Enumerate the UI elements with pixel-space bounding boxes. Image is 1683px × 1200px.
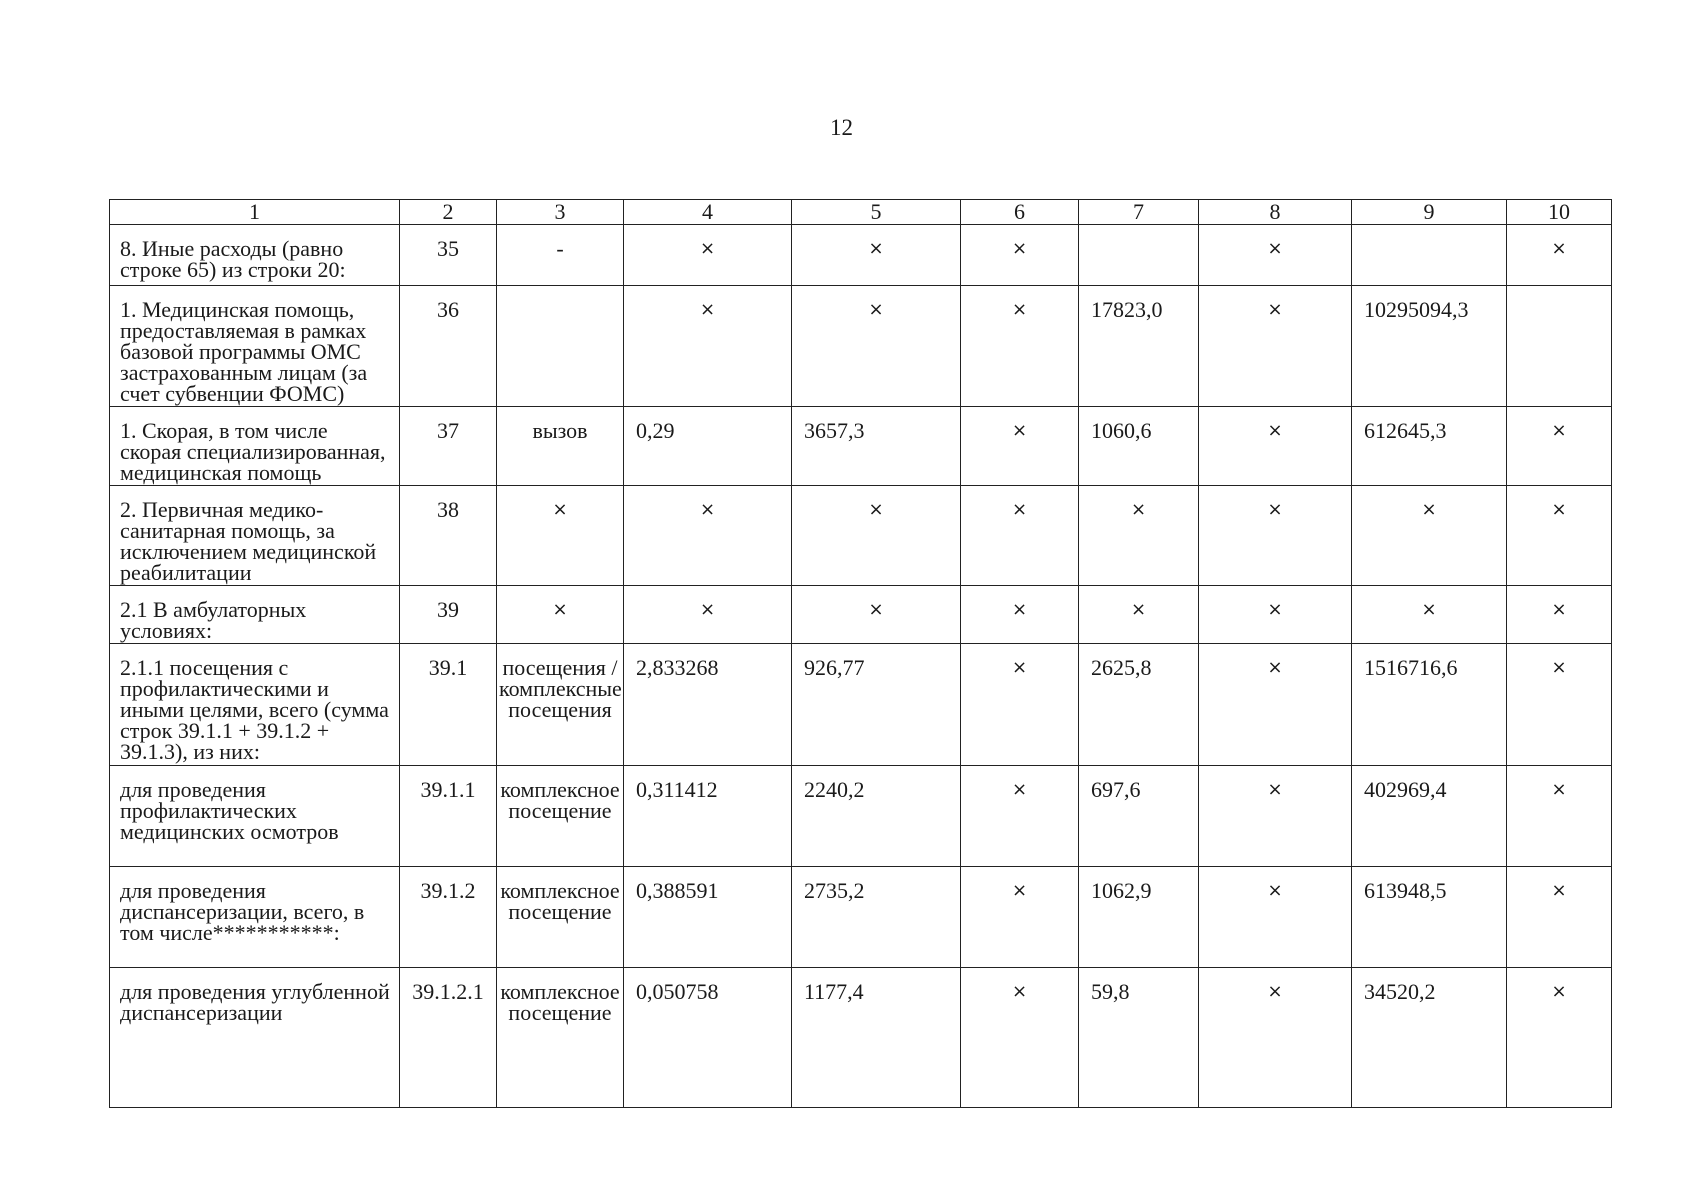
line-number: 36 <box>400 286 497 407</box>
column-header: 2 <box>400 200 497 225</box>
value-cell: 2,833268 <box>624 644 792 766</box>
value-cell: × <box>1507 867 1612 968</box>
table-row <box>110 867 1612 968</box>
column-header: 10 <box>1507 200 1612 225</box>
value-cell: × <box>1352 486 1507 586</box>
value-cell: × <box>961 968 1079 1108</box>
value-cell: × <box>1507 644 1612 766</box>
value-cell: × <box>1199 225 1352 286</box>
line-number: 39.1.2 <box>400 867 497 968</box>
value-cell: × <box>624 286 792 407</box>
line-number: 38 <box>400 486 497 586</box>
unit-cell: посещения / комплексные посещения <box>497 644 624 766</box>
value-cell: × <box>1199 407 1352 486</box>
value-cell: 926,77 <box>792 644 961 766</box>
value-cell: 3657,3 <box>792 407 961 486</box>
row-name: 1. Скорая, в том числе скорая специализированная, медицинская помощь <box>110 407 400 486</box>
value-cell: × <box>1199 644 1352 766</box>
value-cell: × <box>1199 766 1352 867</box>
line-number: 39 <box>400 586 497 644</box>
value-cell: 1062,9 <box>1079 867 1199 968</box>
value-cell: × <box>624 225 792 286</box>
value-cell: × <box>792 286 961 407</box>
value-cell <box>1079 225 1199 286</box>
unit-cell: вызов <box>497 407 624 486</box>
table-row <box>110 968 1612 1108</box>
unit-cell: комплексное посещение <box>497 766 624 867</box>
value-cell: 402969,4 <box>1352 766 1507 867</box>
column-header: 3 <box>497 200 624 225</box>
value-cell: × <box>624 486 792 586</box>
table-row <box>110 225 1612 286</box>
column-header: 1 <box>110 200 400 225</box>
value-cell: × <box>961 486 1079 586</box>
value-cell: × <box>961 644 1079 766</box>
value-cell: × <box>624 586 792 644</box>
value-cell: 17823,0 <box>1079 286 1199 407</box>
column-header: 6 <box>961 200 1079 225</box>
unit-cell <box>497 286 624 407</box>
data-table <box>109 199 1612 1108</box>
table-row <box>110 407 1612 486</box>
value-cell: 1177,4 <box>792 968 961 1108</box>
value-cell: 612645,3 <box>1352 407 1507 486</box>
value-cell: 2625,8 <box>1079 644 1199 766</box>
value-cell: 613948,5 <box>1352 867 1507 968</box>
column-number-row <box>110 200 1612 225</box>
value-cell: × <box>961 586 1079 644</box>
column-header: 4 <box>624 200 792 225</box>
row-name: 8. Иные расходы (равно строке 65) из строки 20: <box>110 225 400 286</box>
column-header: 7 <box>1079 200 1199 225</box>
value-cell: × <box>1507 586 1612 644</box>
table-row <box>110 586 1612 644</box>
row-name: для проведения профилактических медицинских осмотров <box>110 766 400 867</box>
value-cell: × <box>1199 867 1352 968</box>
line-number: 37 <box>400 407 497 486</box>
value-cell: 0,29 <box>624 407 792 486</box>
value-cell <box>1352 225 1507 286</box>
value-cell: × <box>1507 407 1612 486</box>
value-cell: × <box>1507 225 1612 286</box>
value-cell: × <box>792 486 961 586</box>
value-cell: × <box>1199 968 1352 1108</box>
unit-cell: комплексное посещение <box>497 968 624 1108</box>
value-cell: × <box>961 286 1079 407</box>
value-cell: × <box>1199 486 1352 586</box>
row-name: 1. Медицинская помощь, предоставляемая в рамках базовой программы ОМС застрахованным лицам (за счет субвенции ФОМС) <box>110 286 400 407</box>
line-number: 39.1.1 <box>400 766 497 867</box>
value-cell: × <box>1352 586 1507 644</box>
value-cell: 34520,2 <box>1352 968 1507 1108</box>
value-cell: × <box>1199 586 1352 644</box>
value-cell: × <box>1507 766 1612 867</box>
value-cell: × <box>961 867 1079 968</box>
value-cell: 1516716,6 <box>1352 644 1507 766</box>
value-cell: 0,050758 <box>624 968 792 1108</box>
row-name: 2.1 В амбулаторных условиях: <box>110 586 400 644</box>
value-cell: 697,6 <box>1079 766 1199 867</box>
value-cell: 2735,2 <box>792 867 961 968</box>
row-name: для проведения диспансеризации, всего, в том числе***********: <box>110 867 400 968</box>
value-cell: × <box>1079 486 1199 586</box>
column-header: 8 <box>1199 200 1352 225</box>
line-number: 39.1 <box>400 644 497 766</box>
column-header: 9 <box>1352 200 1507 225</box>
value-cell: × <box>1507 968 1612 1108</box>
table-row <box>110 486 1612 586</box>
value-cell: × <box>792 225 961 286</box>
row-name: для проведения углубленной диспансеризации <box>110 968 400 1108</box>
page-number: 12 <box>830 115 853 140</box>
unit-cell: × <box>497 486 624 586</box>
value-cell <box>1507 286 1612 407</box>
value-cell: 0,388591 <box>624 867 792 968</box>
line-number: 35 <box>400 225 497 286</box>
value-cell: × <box>792 586 961 644</box>
unit-cell: комплексное посещение <box>497 867 624 968</box>
value-cell: × <box>961 407 1079 486</box>
line-number: 39.1.2.1 <box>400 968 497 1108</box>
value-cell: 59,8 <box>1079 968 1199 1108</box>
value-cell: × <box>1507 486 1612 586</box>
row-name: 2. Первичная медико-санитарная помощь, за исключением медицинской реабилитации <box>110 486 400 586</box>
row-name: 2.1.1 посещения с профилактическими и иными целями, всего (сумма строк 39.1.1 + 39.1.2 + 39.1.3), из них: <box>110 644 400 766</box>
value-cell: 1060,6 <box>1079 407 1199 486</box>
value-cell: 0,311412 <box>624 766 792 867</box>
table-row <box>110 644 1612 766</box>
value-cell: × <box>961 225 1079 286</box>
value-cell: 10295094,3 <box>1352 286 1507 407</box>
value-cell: × <box>961 766 1079 867</box>
unit-cell: × <box>497 586 624 644</box>
table-row <box>110 286 1612 407</box>
value-cell: 2240,2 <box>792 766 961 867</box>
table-row <box>110 766 1612 867</box>
value-cell: × <box>1079 586 1199 644</box>
column-header: 5 <box>792 200 961 225</box>
value-cell: × <box>1199 286 1352 407</box>
unit-cell: - <box>497 225 624 286</box>
